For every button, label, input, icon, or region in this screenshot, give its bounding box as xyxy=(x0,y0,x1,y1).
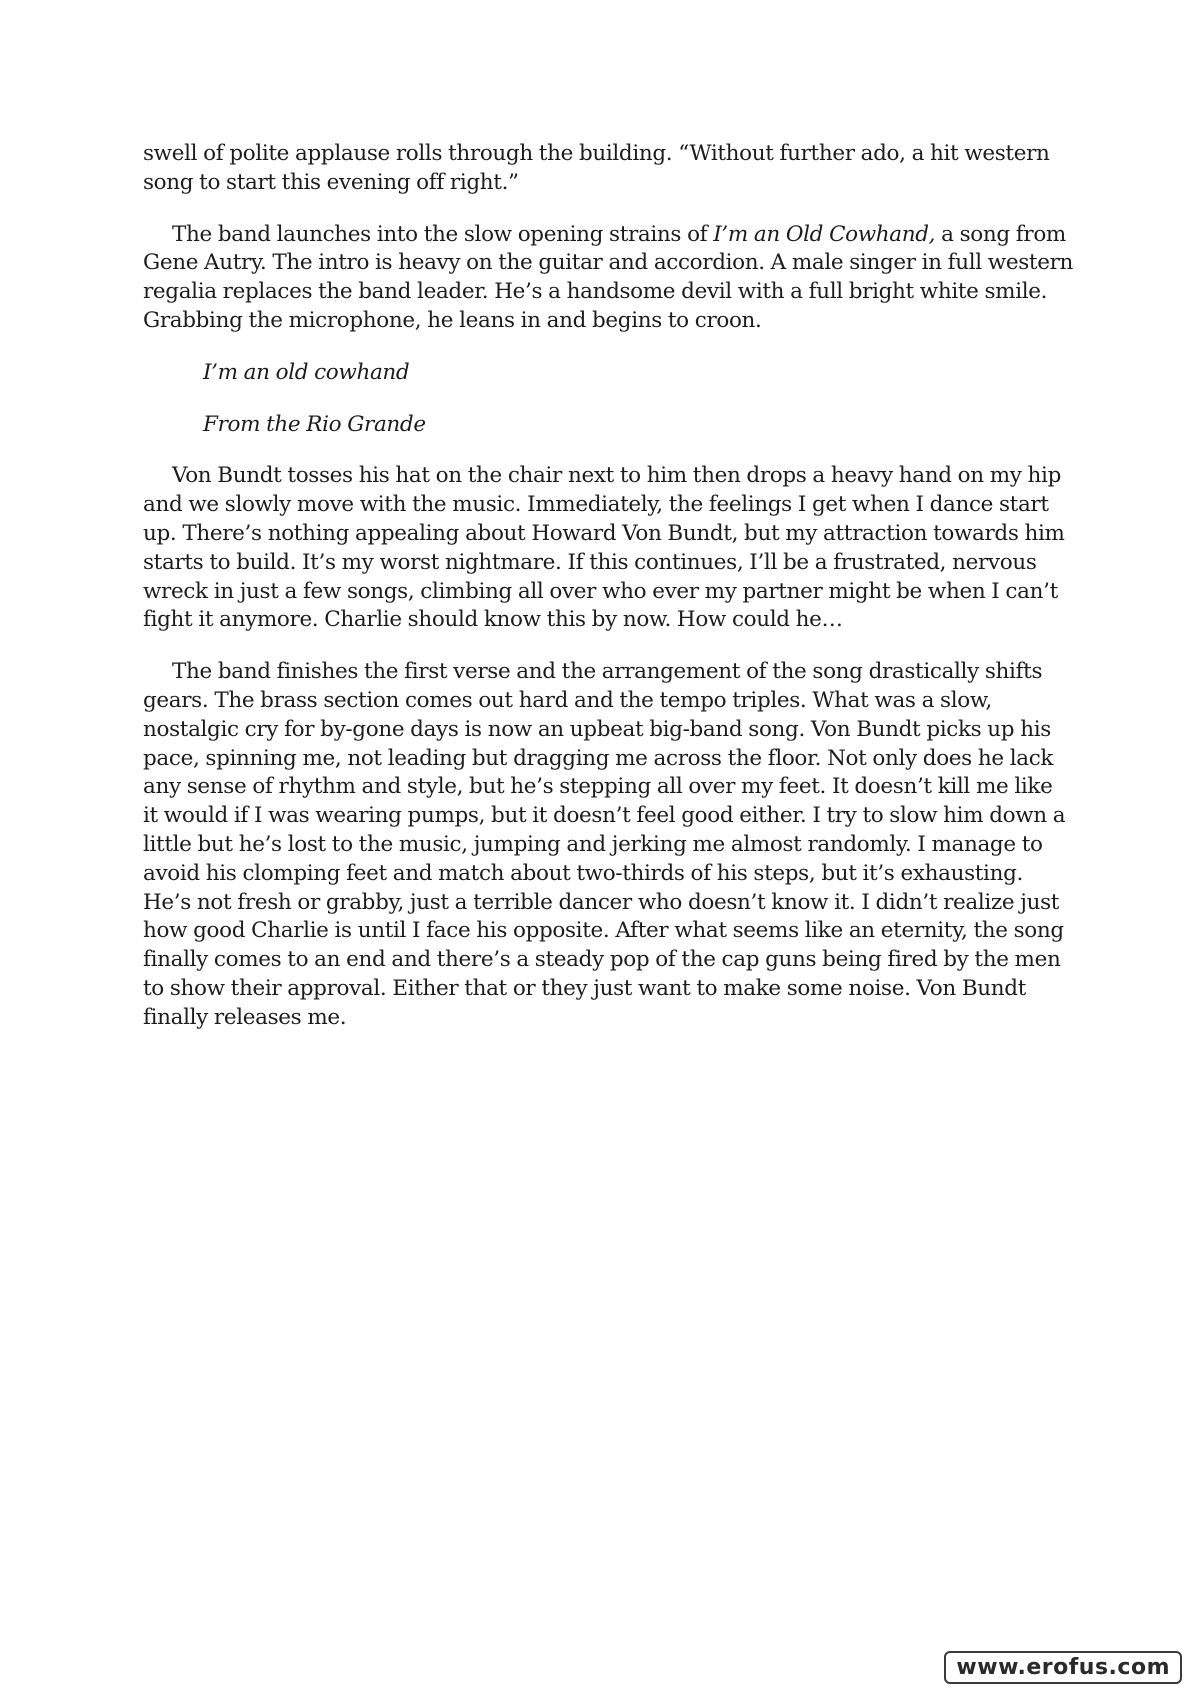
paragraph-2-before: The band launches into the slow opening strains of xyxy=(172,221,714,247)
song-title: I’m an Old Cowhand, xyxy=(713,221,936,247)
lyric-line-2: From the Rio Grande xyxy=(203,411,426,437)
watermark-badge: www.erofus.com xyxy=(944,1651,1182,1684)
paragraph-4: The band finishes the first verse and the arrangement of the song drastically shifts gears. The brass section comes out hard and the tempo triples. What was a slow, nostalgic cry for by-gone days is now an upbeat big-band song. Von Bundt picks up his pace, spinning me, not leading but dragging me across the floor. Not only does he lack any sense of rhythm and style, but he’s stepping all over my feet. It doesn’t kill me like it would if I was wearing pumps, but it doesn’t feel good either. I try to slow him down a little but he’s lost to the music, jumping and jerking me almost randomly. I manage to avoid his clomping feet and match about two-thirds of his steps, but it’s exhausting. He’s not fresh or grabby, just a terrible dancer who doesn’t know it. I didn’t realize just how good Charlie is until I face his opposite. After what seems like an eternity, the song finally comes to an end and there’s a steady pop of the cap guns being fired by the men to show their approval. Either that or they just want to make some noise. Von Bundt finally releases me. xyxy=(143,659,1066,1030)
paragraph-2-after: a song from Gene Autry. The intro is heavy on the guitar and accordion. A male singer in full western regalia replaces the band leader. He’s a handsome devil with a full bright white smile. Grabbing the microphone, he leans in and begins to croon. xyxy=(143,221,1073,333)
paragraph-1: swell of polite applause rolls through the building. “Without further ado, a hit western song to start this evening off right.” xyxy=(143,141,1050,195)
lyric-line-1: I’m an old cowhand xyxy=(203,359,410,385)
paragraph-2 xyxy=(143,221,1073,336)
page-body xyxy=(143,140,1073,1056)
paragraph-3: Von Bundt tosses his hat on the chair next to him then drops a heavy hand on my hip and we slowly move with the music. Immediately, the feelings I get when I dance start up. There’s nothing appealing about Howard Von Bundt, but my attraction towards him starts to build. It’s my worst nightmare. If this continues, I’ll be a frustrated, nervous wreck in just a few songs, climbing all over who ever my partner might be when I can’t fight it anymore. Charlie should know this by now. How could he… xyxy=(143,463,1065,633)
